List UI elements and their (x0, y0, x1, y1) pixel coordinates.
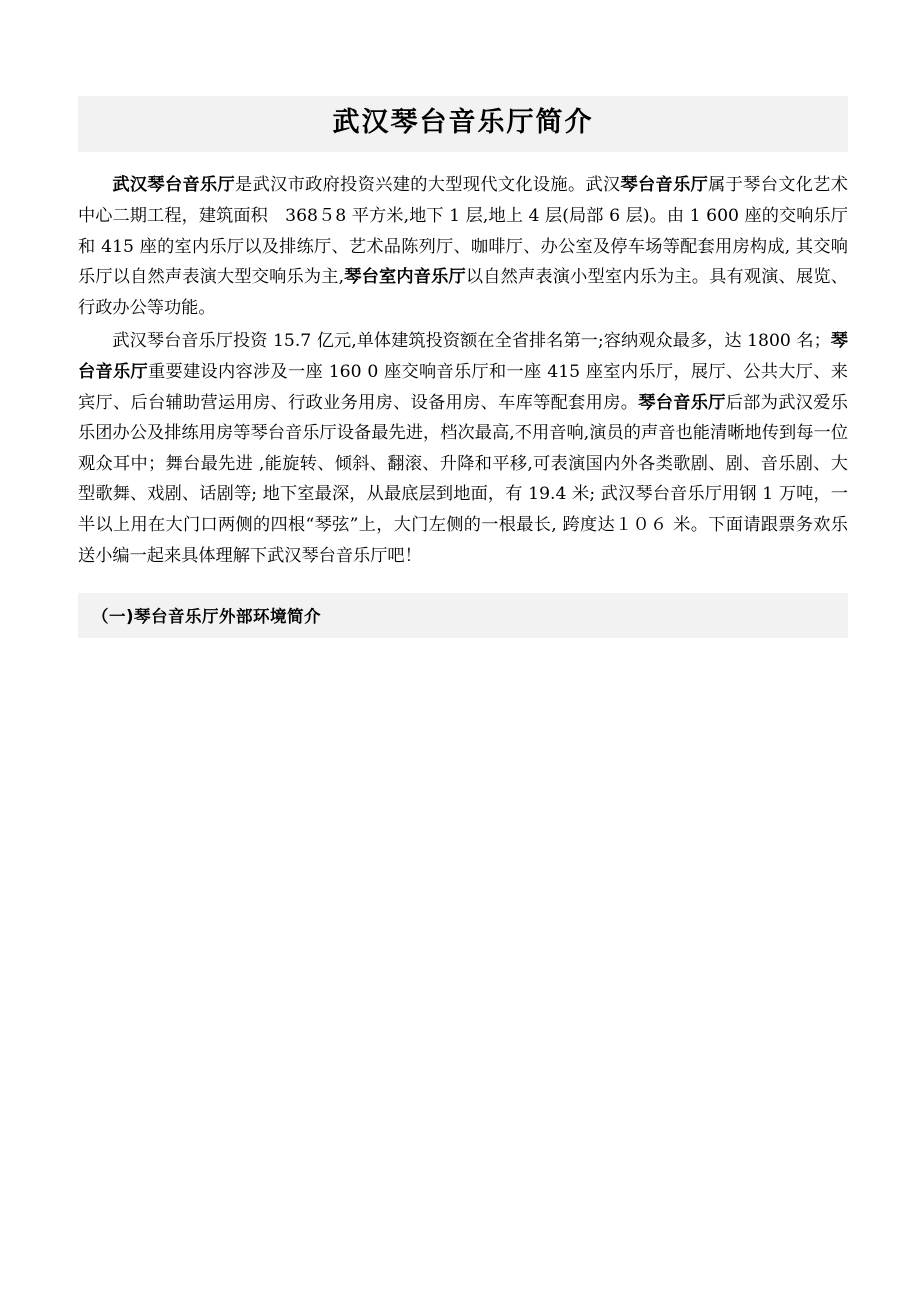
emphasis-run: 琴台室内音乐厅 (344, 267, 466, 288)
text-run: 武汉琴台音乐厅投资 15.7 亿元,单体建筑投资额在全省排名第一;容纳观众最多，达 1800 名； (112, 331, 831, 352)
emphasis-run: 琴台音乐厅 (638, 392, 726, 413)
emphasis-run: 琴台音乐厅 (78, 331, 848, 383)
page-title: 武汉琴台音乐厅简介 (78, 96, 848, 152)
text-run: 是武汉市政府投资兴建的大型现代文化设施。武汉 (235, 175, 621, 196)
paragraph-1 (78, 170, 848, 323)
text-run: 重要建设内容涉及一座 160 0 座交响音乐厅和一座 415 座室内乐厅，展厅、公共大厅、来宾厅、后台辅助营运用房、行政业务用房、设备用房、车库等配套用房。 (78, 362, 848, 413)
text-run: 后部为武汉爱乐乐团办公及排练用房等琴台音乐厅设备最先进，档次最高,不用音响,演员的声音也能清晰地传到每一位观众耳中；舞台最先进 ,能旋转、倾斜、翻滚、升降和平移,可表演国内外各类歌剧、剧、音乐剧、大型歌舞、戏剧、话剧等; 地下室最深，从最底层到地面，有 19.4 米; 武汉琴台音乐厅用钢 1 万吨，一半以上用在大门口两侧的四根“琴弦”上，大门左侧的一根最长, 跨度达１０６ 米。下面请跟票务欢乐送小编一起来具体理解下武汉琴台音乐厅吧！ (78, 392, 848, 566)
text-run: 以自然声表演小型室内乐为主。具有观演、展览、行政办公等功能。 (78, 267, 848, 318)
section-heading-1: （一)琴台音乐厅外部环境简介 (78, 593, 848, 638)
emphasis-run: 琴台音乐厅 (620, 175, 709, 196)
empty-content-area (78, 638, 848, 1038)
text-run: 属于琴台文化艺术中心二期工程，建筑面积 368５8 平方米,地下 1 层,地上 4 层(局部 6 层)。由 1 600 座的交响乐厅和 415 座的室内乐厅以及排练厅、艺术品陈列厅、咖啡厅、办公室及停车场等配套用房构成, 其交响乐厅以自然声表演大型交响乐为主, (78, 175, 848, 288)
paragraph-2 (78, 326, 848, 571)
emphasis-run: 武汉琴台音乐厅 (112, 175, 236, 196)
